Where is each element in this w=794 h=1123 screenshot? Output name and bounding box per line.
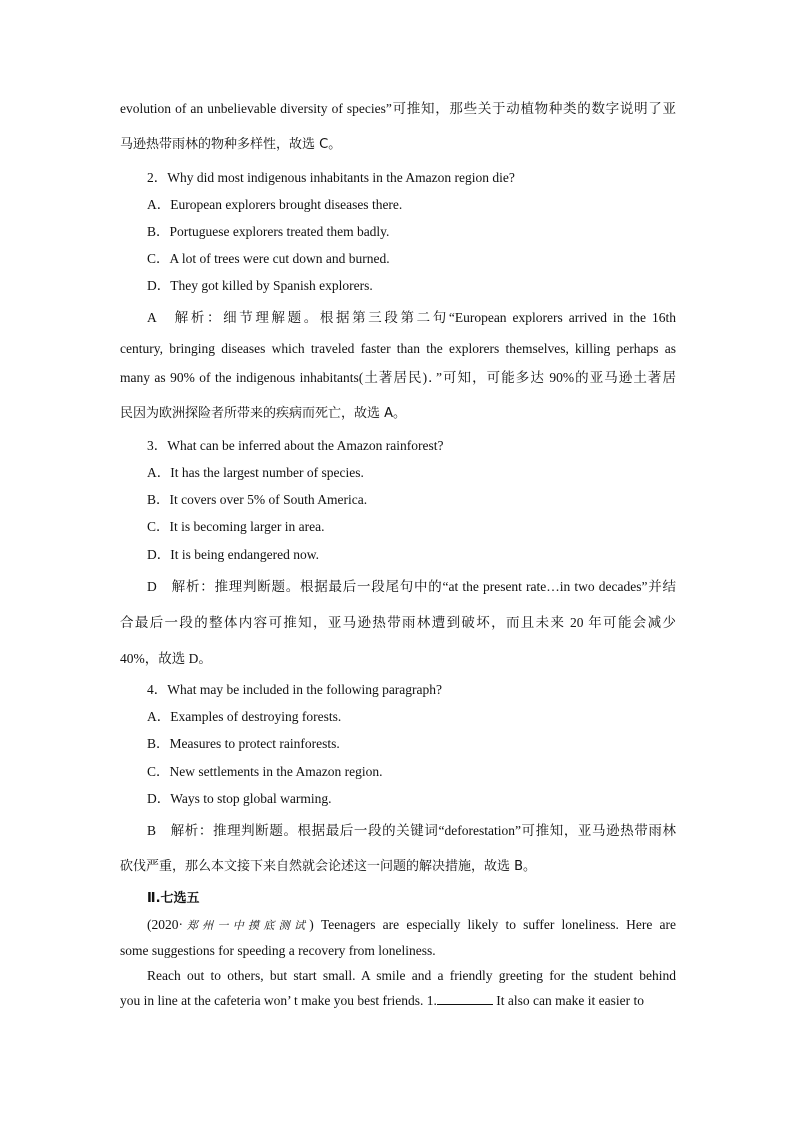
answer-explanation-line: A 解析：细节理解题。根据第三段第二句“European explorers arrived in the 16th bbox=[147, 310, 676, 325]
option-b: B．It covers over 5% of South America. bbox=[147, 492, 368, 507]
option-a: A．European explorers brought diseases there. bbox=[147, 197, 403, 212]
question-2-stem: 2．Why did most indigenous inhabitants in the Amazon region die? bbox=[147, 170, 515, 185]
intro-text: Teenagers are especially likely to suffer loneliness. Here are bbox=[313, 917, 676, 932]
section-heading: Ⅱ.七选五 bbox=[147, 891, 200, 906]
option-c: C．It is becoming larger in area. bbox=[147, 519, 325, 534]
passage-text: It also can make it easier to bbox=[492, 993, 644, 1008]
option-d: D．Ways to stop global warming. bbox=[147, 791, 332, 806]
option-c: C．A lot of trees were cut down and burned. bbox=[147, 251, 390, 266]
option-c: C．New settlements in the Amazon region. bbox=[147, 764, 383, 779]
option-d: D．It is being endangered now. bbox=[147, 547, 319, 562]
question-4-stem: 4．What may be included in the following paragraph? bbox=[147, 682, 443, 697]
option-a: A．It has the largest number of species. bbox=[147, 465, 364, 480]
passage-intro-line bbox=[147, 916, 676, 935]
passage-line bbox=[120, 992, 676, 1010]
passage-intro-line: some suggestions for speeding a recovery from loneliness. bbox=[120, 943, 436, 958]
question-3-stem: 3．What can be inferred about the Amazon rainforest? bbox=[147, 438, 444, 453]
answer-explanation-line: many as 90% of the indigenous inhabitants(土著居民)．”可知，可能多达 90%的亚马逊土著居 bbox=[120, 370, 676, 385]
answer-explanation-line: 民因为欧洲探险者所带来的疾病而死亡，故选 A。 bbox=[120, 406, 407, 421]
answer-explanation-line: 砍伐严重，那么本文接下来自然就会论述这一问题的解决措施，故选 B。 bbox=[120, 859, 537, 874]
option-b: B．Measures to protect rainforests. bbox=[147, 736, 340, 751]
answer-explanation-line: 合最后一段的整体内容可推知，亚马逊热带雨林遭到破坏，而且未来 20 年可能会减少 bbox=[120, 615, 676, 630]
source-label: 郑州一中摸底测试 bbox=[183, 920, 310, 932]
answer-explanation-line: D 解析：推理判断题。根据最后一段尾句中的“at the present rate…in two decades”并结 bbox=[147, 579, 676, 594]
source-year: (2020· bbox=[147, 917, 183, 932]
answer-blank[interactable] bbox=[437, 992, 493, 1005]
passage-text: you in line at the cafeteria won’ t make you best friends. 1. bbox=[120, 993, 437, 1008]
paragraph-line: evolution of an unbelievable diversity of species”可推知，那些关于动植物种类的数字说明了亚 bbox=[120, 101, 676, 116]
option-a: A．Examples of destroying forests. bbox=[147, 709, 342, 724]
paragraph-line: 马逊热带雨林的物种多样性，故选 C。 bbox=[120, 137, 342, 152]
answer-explanation-line: century, bringing diseases which traveled faster than the explorers themselves, killing perhaps as bbox=[120, 341, 676, 356]
source-close: ) bbox=[309, 917, 314, 932]
option-d: D．They got killed by Spanish explorers. bbox=[147, 278, 373, 293]
answer-explanation-line: B 解析：推理判断题。根据最后一段的关键词“deforestation”可推知，亚马逊热带雨林 bbox=[147, 823, 676, 838]
option-b: B．Portuguese explorers treated them badly. bbox=[147, 224, 390, 239]
answer-explanation-line: 40%，故选 D。 bbox=[120, 651, 212, 666]
passage-line: Reach out to others, but start small. A smile and a friendly greeting for the student behind bbox=[147, 968, 676, 983]
